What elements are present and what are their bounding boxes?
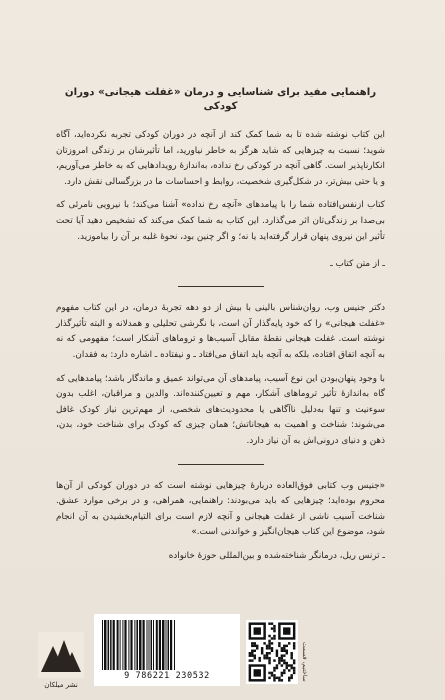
- barcode-bar: [156, 620, 158, 670]
- endorsement-author: ـ ترنس ریل، درمانگر شناخته‌شده و بین‌المللی حوزهٔ خانواده: [168, 550, 385, 561]
- barcode-bar: [110, 620, 112, 670]
- barcode-bar: [139, 620, 142, 670]
- review-paragraph-1: دکتر جنیس وب، روان‌شناس بالینی با بیش از دو دهه تجربهٔ درمان، در این کتاب مفهوم «غفلت هیجانی» را که خود پایه‌گذار آن است، با نگرشی تحلیلی و همدلانه و البته تأثیرگذار نوشته است. غفلت هیجانی نقطهٔ مقابل آسیب‌ها و تروماهای آشکار است؛ مفهومی که نه به آنچه اتفاق افتاده، بلکه به آنچه باید اتفاق می‌افتاد ـ و نیفتاده ـ اشاره دارد: به فقدان.: [56, 303, 385, 360]
- qr-code-icon: [246, 620, 298, 684]
- barcode-bar: [134, 620, 135, 670]
- barcode-bar: [159, 620, 161, 670]
- endorsement-quote: «جنیس وب کتابی فوق‌العاده دربارهٔ چیزهایی نوشته است که در دوران کودکی از آن‌ها محروم بوده‌اید؛ چیزهایی که باید می‌بودند: راهنمایی، همراهی، و در برخی موارد عشق. شناخت آسیب ناشی از غفلت هیجانی و آنچه لازم است برای التیام‌بخشیدن به آن انجام شود، موضوع این کتاب هیجان‌انگیز و خواندنی است.»: [56, 480, 385, 538]
- section-divider-2: [178, 464, 264, 465]
- intro-paragraph-2: کتاب ازنفس‌افتاده شما را با پیامدهای «آنچه رخ نداده» آشنا می‌کند؛ با نیرویی نامرئی که بی‌صدا بر زندگی‌تان اثر می‌گذارد. این کتاب به شما کمک می‌کند که تشخیص دهید آیا تحت تأثیر این نیروی پنهان قرار گرفته‌اید یا نه؛ و اگر چنین بود، نحوهٔ غلبه بر آن را بیاموزید.: [56, 200, 385, 242]
- barcode-bar: [136, 620, 138, 670]
- barcode-bar: [124, 620, 126, 670]
- barcode-bar: [104, 620, 107, 670]
- barcode-bar: [153, 620, 154, 670]
- publisher-name: نشر میلکان: [44, 681, 78, 689]
- barcode-bar: [102, 620, 103, 670]
- source-line: ـ از متن کتاب ـ: [330, 259, 385, 270]
- isbn-number: 9 786221 230532: [124, 671, 210, 681]
- cover-heading: راهنمایی مفید برای شناسایی و درمان «غفلت هیجانی» دوران کودکی: [64, 87, 377, 112]
- barcode-bar: [162, 620, 165, 670]
- barcode-bar: [120, 620, 121, 670]
- barcode-bar: [130, 620, 132, 670]
- barcode-bar: [108, 620, 110, 670]
- cover-text: [56, 86, 385, 564]
- barcode-bar: [122, 620, 123, 670]
- review-paragraph-2: با وجود پنهان‌بودن این نوع آسیب، پیامدهای آن می‌تواند عمیق و ماندگار باشد؛ پیامدهایی که گاه به‌اندازهٔ تأثیر تروماهای آشکار، مهم و تعیین‌کننده‌اند. والدین و مراقبان، اغلب بدون سوءنیت و تنها به‌دلیل ناآگاهی یا محدودیت‌های شخصی، از مهم‌ترین نیاز کودک غافل می‌شوند: شناخت و اهمیت به هیجاناتش؛ همان چیزی که کودک برای شناخت خود، بدن، ذهن و دنیای درونی‌اش به آن نیاز دارد.: [56, 373, 385, 446]
- publisher-logo-icon: [38, 632, 84, 678]
- qr-caption: ساختیم، قسمت: [301, 642, 308, 682]
- barcode-bar: [113, 620, 115, 670]
- barcode-bar: [128, 620, 129, 670]
- barcode-bars: [100, 620, 234, 670]
- barcode-bar: [149, 620, 150, 670]
- barcode-bar: [170, 620, 172, 670]
- barcode-bar: [151, 620, 153, 670]
- barcode-bar: [143, 620, 145, 670]
- intro-paragraph-1: این کتاب نوشته شده تا به شما کمک کند از آنچه در دوران کودکی تجربه نکرده‌اید، آگاه شوید؛ نسبت به چیزهایی که شاید هرگز به خاطر نیاورید، اما تأثیرشان بر زندگی امروزتان انکارناپذیر است. گاهی آنچه در کودکی رخ نداده، به‌اندازهٔ رویدادهایی که به خاطر می‌آوریم، و یا حتی بیش‌تر، در شکل‌گیری شخصیت، روابط و احساسات ما در بزرگسالی نقش دارد.: [56, 130, 385, 187]
- barcode-bar: [166, 620, 167, 670]
- barcode-bar: [147, 620, 148, 670]
- barcode-bar: [168, 620, 170, 670]
- isbn-barcode: [94, 614, 240, 686]
- section-divider-1: [178, 286, 264, 287]
- barcode-bar: [117, 620, 119, 670]
- barcode-bar: [174, 620, 175, 670]
